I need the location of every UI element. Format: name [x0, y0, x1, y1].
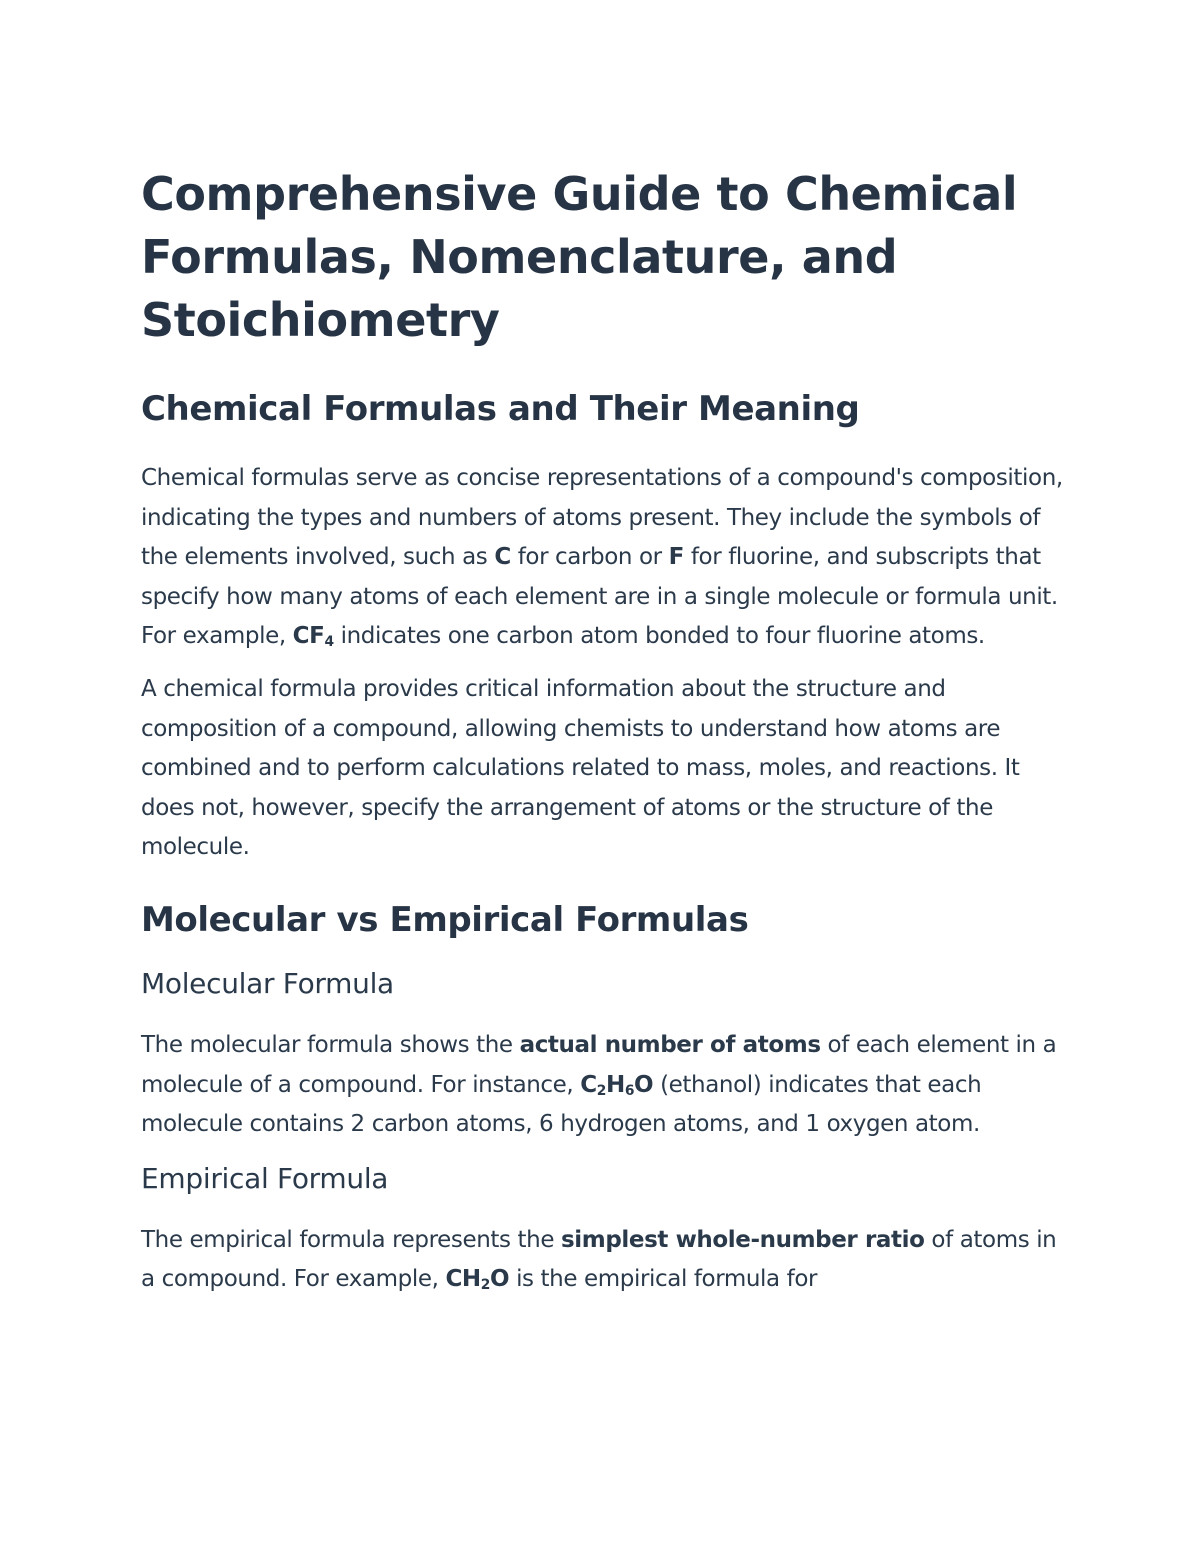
text-run: of atoms in a compound. For example, [141, 1226, 1057, 1293]
paragraph-molecular-formula [141, 1026, 1071, 1145]
bold-phrase: actual number of atoms [519, 1031, 821, 1058]
text-run: The molecular formula shows the [141, 1031, 520, 1058]
bold-symbol-fluorine: F [668, 544, 684, 571]
section-heading-chemical-formulas: Chemical Formulas and Their Meaning [141, 389, 860, 429]
text-run: for carbon or [510, 544, 669, 571]
formula-cf4 [293, 623, 334, 649]
paragraph-empirical-formula [141, 1221, 1071, 1300]
text-run: Chemical formulas serve as concise representations of a compound's composition, indicating the types and numbers of atoms present. They include the symbols of the elements involved, such as [141, 465, 1063, 571]
text-run: of each element in a molecule of a compound. For instance, [141, 1031, 1057, 1098]
formula-part: H [605, 1071, 625, 1098]
formula-part: CF [292, 623, 325, 650]
subheading-molecular-formula: Molecular Formula [141, 966, 394, 1000]
formula-subscript: 2 [480, 1277, 490, 1294]
bold-symbol-carbon: C [494, 544, 511, 571]
text-run: indicates one carbon atom bonded to four fluorine atoms. [333, 623, 985, 650]
document-content [141, 163, 1071, 1300]
paragraph-formulas-info: A chemical formula provides critical information about the structure and composition of a compound, allowing chemists to understand how atoms are combined and to perform calculations related to mass, moles, and reactions. It does not, however, specify the arrangement of atoms or the structure of the molecule. [141, 675, 1020, 861]
formula-subscript: 4 [324, 634, 334, 651]
formula-part: CH [445, 1266, 481, 1293]
text-run: The empirical formula represents the [141, 1226, 561, 1253]
formula-subscript: 6 [624, 1082, 635, 1099]
formula-subscript: 2 [596, 1082, 606, 1099]
subheading-empirical-formula: Empirical Formula [141, 1161, 389, 1195]
formula-ch2o [445, 1266, 509, 1292]
formula-part: O [490, 1266, 510, 1293]
page-title: Comprehensive Guide to Chemical Formulas, Nomenclature, and Stoichiometry [141, 167, 1018, 347]
section-heading-molecular-vs-empirical: Molecular vs Empirical Formulas [141, 899, 749, 940]
bold-phrase: simplest whole-number ratio [561, 1226, 925, 1253]
formula-part: C [580, 1071, 597, 1098]
formula-ethanol [580, 1072, 653, 1098]
text-run: (ethanol) indicates that each molecule contains 2 carbon atoms, 6 hydrogen atoms, and 1 oxygen atom. [141, 1071, 982, 1138]
paragraph-formulas-intro [141, 459, 1071, 657]
formula-part: O [634, 1071, 654, 1098]
text-run: for fluorine, and subscripts that specify how many atoms of each element are in a single molecule or formula unit. For example, [141, 544, 1058, 650]
text-run: is the empirical formula for [509, 1266, 818, 1293]
